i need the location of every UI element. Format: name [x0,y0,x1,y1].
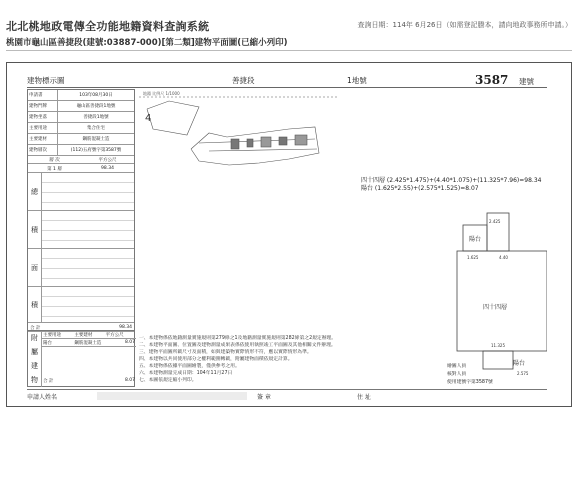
redacted-applicant [97,392,247,400]
document-subtitle: 桃園市龜山區善捷段(建號:03887-000)[第二類]建物平面圖(已縮小列印) [6,38,288,48]
info-row [28,145,134,156]
floor-label: 四十四層 [483,304,508,311]
attached-total-label: 合 計 [43,379,54,384]
section-body [42,211,134,248]
dim-e: 2.575 [517,371,529,376]
info-row [28,112,134,123]
info-key: 申請書 [28,90,58,100]
label-lot: 1地號 [347,76,367,85]
area-section [28,173,134,211]
floor-area-header [28,156,134,164]
note-line: 二、本建物平面圖、位置圖及建物測量成果表係依使用執照竣工平面圖及其他相關文件辦理。 [139,343,336,348]
section-label: 積 [28,211,42,248]
area-section [28,287,134,323]
attached-char: 物 [31,376,38,384]
attached-cell: 8.07 [124,340,135,345]
section-label: 總 [28,173,42,210]
info-row [28,134,134,145]
attached-char: 屬 [31,348,38,356]
section-label: 積 [28,287,42,322]
applicant-label: 申請人姓名 [27,394,58,401]
area-note-line: 四十四層 (2.425*1.475)+(4.40*1.075)+(11.325*7.96)=98.34 [361,177,542,184]
area-section [28,249,134,287]
area-header: 平方公尺 [98,158,117,163]
attached-cell: 主要建材 [74,333,93,338]
floor-header: 層 次 [49,158,60,163]
info-row [28,123,134,134]
note-line: 五、本建物係依據平面圖繪製，僅供參考之用。 [139,364,240,369]
site-location-map [139,89,339,175]
attached-char: 建 [31,362,38,370]
info-key: 主要建材 [28,134,58,144]
balcony2-label: 陽台 [513,360,526,367]
signature-line: 使用建號字第3587號 [447,380,493,385]
system-title: 北北桃地政電傳全功能地籍資料查詢系統 [6,20,210,33]
attached-char: 附 [31,334,38,342]
svg-text:地籍 比例尺 1/1000: 地籍 比例尺 1/1000 [143,91,180,96]
building-number: 3587 [475,73,509,87]
section-body [42,287,134,322]
dim-d: 11.325 [491,343,505,348]
building-number-unit: 建號 [519,77,534,86]
section-body [42,173,134,210]
label-building-plan: 建物標示圖 [27,76,65,85]
note-line: 三、建物平面圖所載尺寸及面積，如與建築物實際情形不符，應以實際情形為準。 [139,350,312,355]
building-plan-document [6,62,572,407]
query-date: 查詢日期：114年 6月26日（如需登記謄本，請向地政事務所申請。） [357,21,572,29]
note-line: 七、本圖依規定縮小列印。 [139,378,197,383]
info-val: 鋼筋混凝土造 [82,137,110,142]
attached-row [42,331,136,339]
info-val: 龜山區善捷段1地號 [76,104,116,109]
floor-name: 第 1 層 [47,167,62,172]
header-divider [6,50,572,51]
building-plan-sheet [27,73,547,403]
dim-a: 2.425 [489,219,501,224]
label-section: 善捷段 [232,76,255,85]
info-val: (112)五府號字第3587號 [70,148,122,153]
seal-label: 簽 章 [257,394,271,401]
document-notes [139,335,439,384]
building-info-table [27,89,135,331]
note-line: 一、本建物係依地籍測量實施規則第279條之1及地籍測量實施規則第282條第之2規定辦理。 [139,336,337,341]
info-key: 建物層次 [28,145,58,155]
attached-cell: 陽台 [43,341,52,346]
area-note-line: 陽台 (1.625*2.55)+(2.575*1.525)=8.07 [361,185,479,192]
info-val: 善捷段1地號 [83,115,109,120]
attached-total-value: 8.07 [124,378,135,383]
attached-total-row [42,377,136,385]
info-key: 建物坐落 [28,112,58,122]
floor-area: 98.34 [101,166,114,171]
dim-c: 4.40 [499,255,508,260]
section-body [42,249,134,286]
sheet-top-labels [27,73,547,87]
area-section [28,211,134,249]
total-value: 98.34 [119,325,132,330]
info-row [28,101,134,112]
attached-cell: 平方公尺 [105,333,124,338]
info-val: 集合住宅 [87,126,105,131]
total-label: 合 計 [30,326,41,331]
page-header [6,18,572,58]
attached-cell: 鋼筋混凝土造 [74,341,102,346]
signature-notes [447,363,493,387]
attached-label [28,331,42,387]
note-line: 四、本建物以共同使用部分之權利範圍轉載，附屬建物面積依規定計算。 [139,357,293,362]
balcony-label: 陽台 [469,236,482,243]
info-key: 建物門牌 [28,101,58,111]
svg-text:4: 4 [145,113,152,124]
address-label: 住 址 [357,394,371,401]
dim-b: 1.625 [467,255,479,260]
top-divider [27,87,547,88]
attached-row [42,339,136,347]
signature-line: 核對人員 [447,372,467,377]
info-val: 103年08月30日 [79,93,113,98]
info-key: 主要用途 [28,123,58,133]
section-label: 面 [28,249,42,286]
applicant-row [27,389,547,401]
signature-line: 繪圖人員 [447,364,467,369]
info-row [28,90,134,101]
note-line: 六、本建物測量完成日期：104年11月27日 [139,371,233,376]
attached-building-table [27,331,135,387]
attached-cell: 主要用途 [43,333,61,338]
floor-area-row [28,164,134,173]
